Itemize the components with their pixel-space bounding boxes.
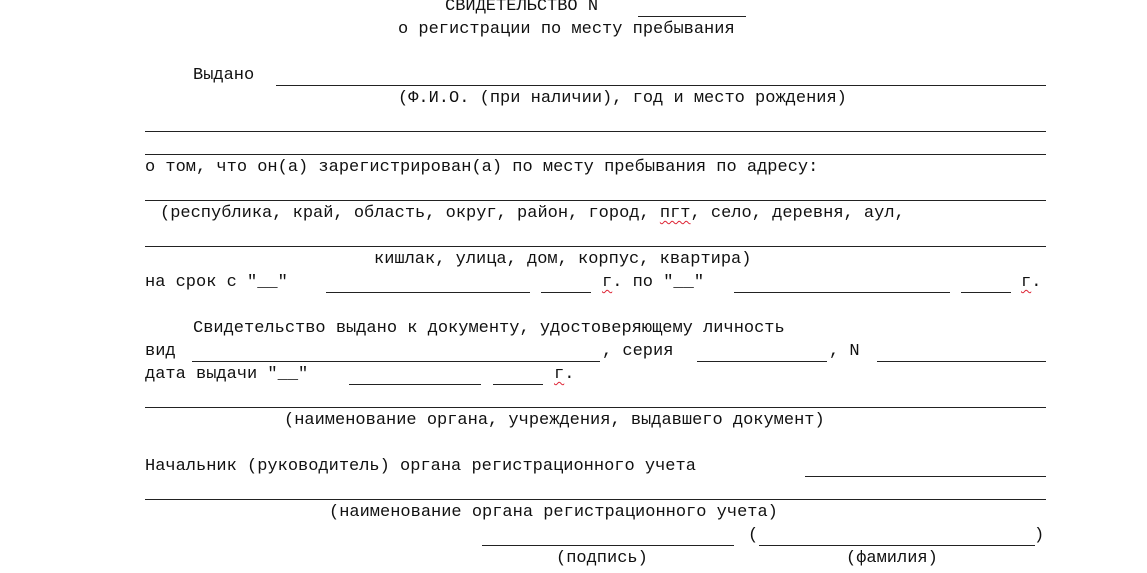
term-from-month-field[interactable] bbox=[326, 292, 530, 293]
signature-caption: (подпись) bbox=[556, 549, 648, 568]
address-field[interactable] bbox=[145, 200, 1046, 201]
issue-date-month-field[interactable] bbox=[349, 384, 481, 385]
term-from-year-suffix: г. по "__" bbox=[602, 273, 705, 292]
fio-field-line-3[interactable] bbox=[145, 154, 1046, 155]
surname-caption: (фамилия) bbox=[846, 549, 938, 568]
fio-field[interactable] bbox=[276, 85, 1046, 86]
document-type-field[interactable] bbox=[192, 361, 600, 362]
issue-date-label: дата выдачи "__" bbox=[145, 365, 309, 384]
term-to-month-field[interactable] bbox=[734, 292, 950, 293]
term-from-label: на срок с "__" bbox=[145, 273, 288, 292]
address-field-line-2[interactable] bbox=[145, 246, 1046, 247]
registration-authority-field[interactable] bbox=[145, 499, 1046, 500]
issue-date-year-field[interactable] bbox=[493, 384, 543, 385]
document-number-label: , N bbox=[829, 342, 860, 361]
document-type-label: вид bbox=[145, 342, 176, 361]
term-from-year-field[interactable] bbox=[541, 292, 591, 293]
term-to-year-suffix: г. bbox=[1021, 273, 1042, 292]
address-caption-line-1: (республика, край, область, округ, район, город, пгт, село, деревня, аул, bbox=[160, 204, 905, 223]
issue-date-year-suffix: г. bbox=[554, 365, 575, 384]
issuing-authority-caption: (наименование органа, учреждения, выдавшего документ) bbox=[284, 411, 825, 430]
surname-field[interactable] bbox=[759, 545, 1035, 546]
document-number-field[interactable] bbox=[877, 361, 1046, 362]
term-to-year-field[interactable] bbox=[961, 292, 1011, 293]
certificate-number-field[interactable] bbox=[638, 16, 746, 17]
certificate-title: СВИДЕТЕЛЬСТВО N bbox=[445, 0, 599, 16]
chief-field[interactable] bbox=[805, 476, 1046, 477]
surname-open-paren: ( bbox=[748, 526, 759, 545]
fio-caption: (Ф.И.О. (при наличии), год и место рождения) bbox=[398, 89, 847, 108]
registered-text: о том, что он(а) зарегистрирован(а) по месту пребывания по адресу: bbox=[145, 158, 819, 177]
fio-field-line-2[interactable] bbox=[145, 131, 1046, 132]
registration-authority-caption: (наименование органа регистрационного учета) bbox=[329, 503, 778, 522]
issued-label: Выдано bbox=[193, 66, 255, 85]
issuing-authority-field[interactable] bbox=[145, 407, 1046, 408]
surname-close-paren: ) bbox=[1034, 526, 1045, 545]
signature-field[interactable] bbox=[482, 545, 734, 546]
chief-label: Начальник (руководитель) органа регистрационного учета bbox=[145, 457, 696, 476]
address-caption-line-2: кишлак, улица, дом, корпус, квартира) bbox=[374, 250, 752, 269]
document-series-field[interactable] bbox=[697, 361, 827, 362]
document-intro: Свидетельство выдано к документу, удостоверяющему личность bbox=[193, 319, 785, 338]
document-series-label: , серия bbox=[602, 342, 674, 361]
certificate-subtitle: о регистрации по месту пребывания bbox=[398, 20, 735, 39]
